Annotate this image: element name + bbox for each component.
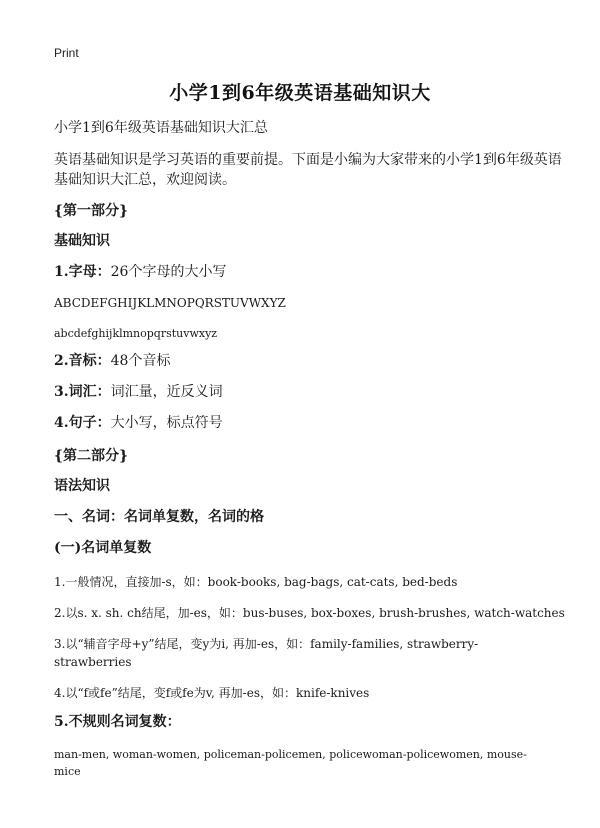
grammar-heading: 语法知识 (54, 478, 110, 494)
item-phonetics-label: 2.音标： (54, 353, 111, 369)
item-sentences-text: 大小写，标点符号 (110, 415, 223, 431)
plural-rule-4: 4.以“f或fe”结尾，变f或fe为v, 再加-es，如：knife-knives (54, 686, 370, 700)
intro-line-1: 英语基础知识是学习英语的重要前提。下面是小编为大家带来的小学1到6年级英语 (54, 152, 562, 168)
item-letters-text: 26个字母的大小写 (110, 264, 227, 280)
irregular-plural-heading: 5.不规则名词复数： (54, 714, 181, 730)
noun-heading: 一、名词：名词单复数，名词的格 (54, 509, 264, 525)
print-header: Print (54, 46, 79, 60)
item-vocabulary-text: 词汇量，近反义词 (110, 384, 223, 400)
irregular-plural-line-2: mice (54, 765, 81, 778)
item-letters (54, 262, 554, 282)
document-subtitle: 小学1到6年级英语基础知识大汇总 (54, 120, 268, 136)
uppercase-alphabet: ABCDEFGHIJKLMNOPQRSTUVWXYZ (54, 296, 286, 310)
plural-rule-3-line-1: 3.以“辅音字母+y”结尾，变y为i, 再加-es，如：family-families, strawberry- (54, 637, 479, 651)
lowercase-alphabet: abcdefghijklmnopqrstuvwxyz (54, 327, 218, 340)
plural-rule-2: 2.以s. x. sh. ch结尾，加-es，如：bus-buses, box-boxes, brush-brushes, watch-watches (54, 606, 565, 620)
document-title: 小学1到6年级英语基础知识大 (169, 82, 431, 104)
item-vocabulary-label: 3.词汇： (54, 384, 111, 400)
part2-heading: {第二部分} (54, 448, 129, 464)
item-phonetics (54, 351, 554, 371)
item-vocabulary (54, 382, 554, 402)
item-sentences (54, 413, 554, 433)
item-letters-label: 1.字母： (54, 264, 111, 280)
plural-heading: (一)名词单复数 (54, 540, 152, 556)
basic-knowledge-heading: 基础知识 (54, 233, 110, 249)
part1-heading: {第一部分} (54, 203, 129, 219)
item-sentences-label: 4.句子： (54, 415, 111, 431)
plural-rule-3-line-2: strawberries (54, 655, 132, 669)
item-phonetics-text: 48个音标 (110, 353, 171, 369)
irregular-plural-line-1: man-men, woman-women, policeman-policemen, policewoman-policewomen, mouse- (54, 748, 527, 761)
plural-rule-1: 1.一般情况，直接加-s，如：book-books, bag-bags, cat-cats, bed-beds (54, 575, 458, 589)
intro-line-2: 基础知识大汇总，欢迎阅读。 (54, 172, 236, 188)
